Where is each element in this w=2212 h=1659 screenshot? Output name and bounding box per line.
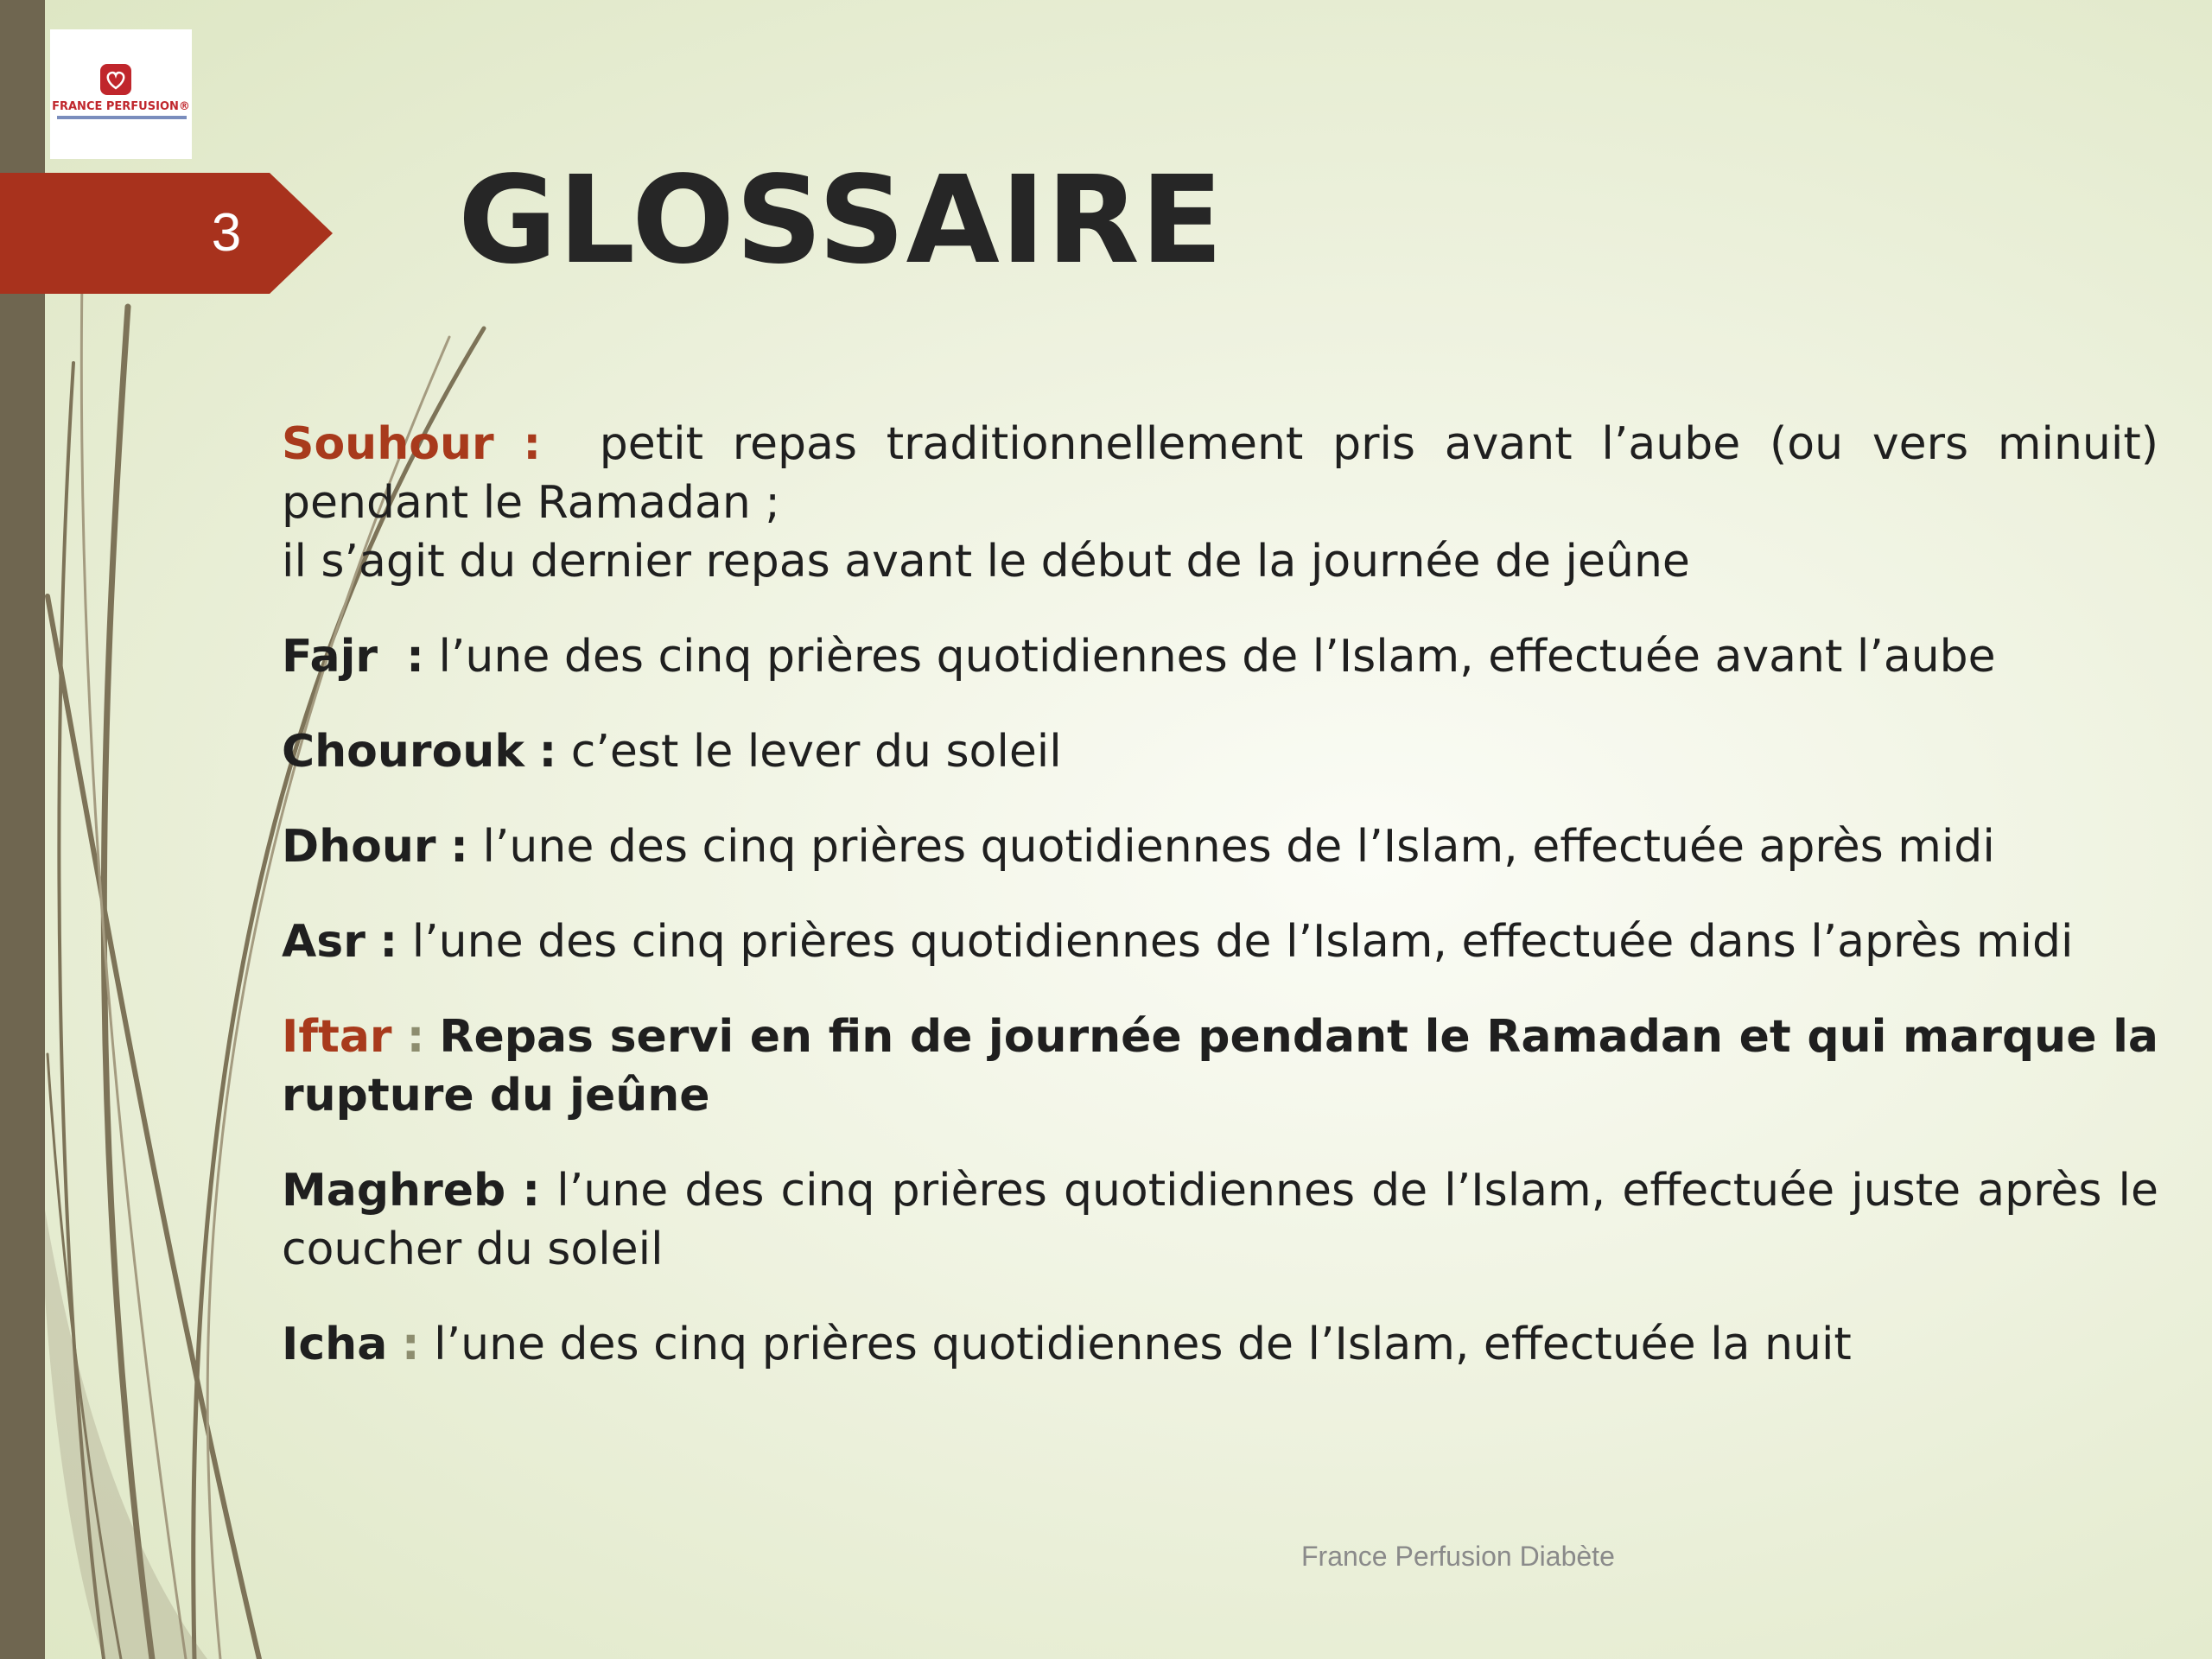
heart-logo-icon xyxy=(99,62,133,97)
glossary-separator: : xyxy=(523,418,542,470)
glossary-separator: : xyxy=(522,1165,541,1217)
glossary-separator: : xyxy=(450,821,468,873)
glossary-entry-maghreb xyxy=(282,1161,2158,1279)
slide-title: GLOSSAIRE xyxy=(458,150,1224,291)
glossary-term: Dhour xyxy=(282,821,436,873)
glossary-separator: : xyxy=(406,1011,425,1063)
glossary-definition: l’une des cinq prières quotidiennes de l’Islam, effectuée la nuit xyxy=(434,1319,1852,1370)
glossary-term: Souhour xyxy=(282,418,494,470)
slide-number: 3 xyxy=(211,203,242,263)
glossary-entry-fajr xyxy=(282,627,2158,686)
footer-text: France Perfusion Diabète xyxy=(1301,1541,1615,1572)
glossary-separator: : xyxy=(379,916,398,968)
glossary-entry-iftar xyxy=(282,1007,2158,1125)
glossary-definition: c’est le lever du soleil xyxy=(570,726,1062,778)
glossary-definition-continued: il s’agit du dernier repas avant le début de la journée de jeûne xyxy=(282,536,1690,588)
glossary-definition: Repas servi en fin de journée pendant le Ramadan et qui marque la rupture du jeûne xyxy=(282,1011,2158,1122)
glossary-definition: l’une des cinq prières quotidiennes de l’Islam, effectuée avant l’aube xyxy=(438,631,1996,683)
glossary-entry-chourouk xyxy=(282,722,2158,781)
logo-wordmark: FRANCE PERFUSION® xyxy=(52,100,190,113)
glossary-definition: l’une des cinq prières quotidiennes de l’Islam, effectuée dans l’après midi xyxy=(411,916,2074,968)
glossary-definition: petit repas traditionnellement pris avant l’aube (ou vers minuit) pendant le Ramadan ; xyxy=(282,418,2159,529)
glossary-list xyxy=(282,415,2158,1410)
slide-number-flag xyxy=(0,173,333,294)
glossary-term: Iftar xyxy=(282,1011,392,1063)
glossary-separator: : xyxy=(406,631,424,683)
glossary-separator: : xyxy=(538,726,557,778)
glossary-definition: l’une des cinq prières quotidiennes de l’Islam, effectuée après midi xyxy=(482,821,1995,873)
glossary-term: Fajr xyxy=(282,631,378,683)
glossary-separator: : xyxy=(401,1319,420,1370)
glossary-entry-icha xyxy=(282,1315,2158,1374)
glossary-term: Maghreb xyxy=(282,1165,506,1217)
glossary-entry-dhour xyxy=(282,817,2158,876)
glossary-definition: l’une des cinq prières quotidiennes de l’Islam, effectuée juste après le coucher du soleil xyxy=(282,1165,2158,1275)
glossary-entry-asr xyxy=(282,912,2158,971)
glossary-term: Chourouk xyxy=(282,726,524,778)
company-logo xyxy=(50,29,192,159)
glossary-term: Asr xyxy=(282,916,365,968)
glossary-entry-souhour xyxy=(282,415,2158,591)
glossary-term: Icha xyxy=(282,1319,388,1370)
logo-tagline-line xyxy=(57,116,187,119)
